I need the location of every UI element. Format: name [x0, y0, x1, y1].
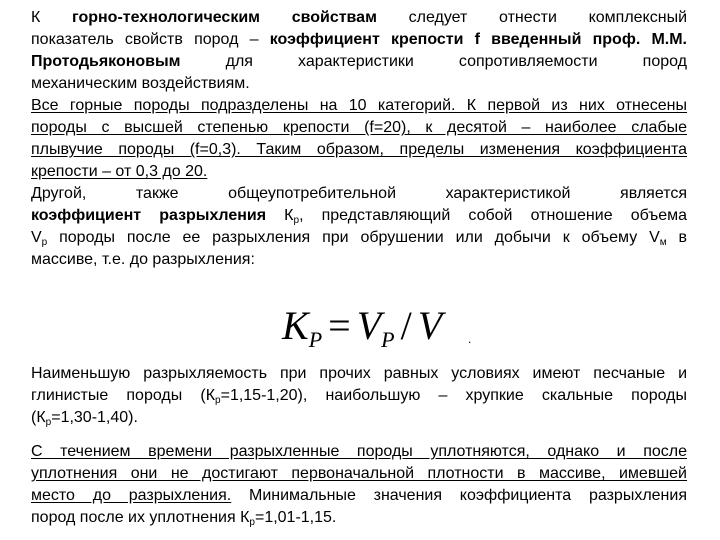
paragraph-2-line-4: крепости – от 0,3 до 20.: [31, 163, 208, 180]
paragraph-4-line-3: $(К_р=1,30-1,40)$.: [31, 409, 138, 428]
emphasis-term: Протодьяконовым: [31, 53, 181, 70]
text-block-main: [31, 7, 687, 271]
emphasis-term: коэффициент разрыхления: [31, 207, 267, 224]
paragraph-3-line-2: коэффициент разрыхления $К_р$, представляющий собой отношение объема: [31, 207, 688, 226]
paragraph-1-line-2: показатель свойств пород – коэффициент крепости f введенный проф. М.М.: [31, 31, 688, 48]
paragraph-5-line-3: место до разрыхления. Минимальные значения коэффициента разрыхления: [31, 487, 687, 504]
paragraph-3-line-3: $V_р$ породы после ее разрыхления при обрушении или добычи к объему $V_м$ в: [31, 229, 688, 248]
paragraph-3-line-1: Другой, также общеупотребительной характеристикой является: [31, 185, 687, 202]
paragraph-5-line-1: С течением времени разрыхленные породы уплотняются, однако и после: [31, 443, 687, 460]
paragraph-1-line-1: К горно-технологическим свойствам следует отнести комплексный: [31, 9, 687, 26]
paragraph-5: [31, 441, 687, 529]
paragraph-1-line-3: Протодьяконовым для характеристики сопротивляемости пород: [31, 53, 687, 70]
subscript: м: [659, 237, 667, 248]
emphasis-term: горно-технологическим свойствам: [72, 9, 377, 26]
emphasis-term: коэффициент крепости f введенный проф. М.М.: [269, 31, 688, 48]
formula-loosening-coefficient: $K_P = V_P / V$: [282, 303, 443, 352]
paragraph-5-line-4: пород после их уплотнения $К_р=1,01-1,15$.: [31, 509, 337, 528]
paragraph-2-line-1: Все горные породы подразделены на 10 категорий. К первой из них отнесены: [31, 97, 687, 114]
stray-dot: .: [468, 332, 472, 346]
paragraph-4-line-1: Наименьшую разрыхляемость при прочих равных условиях имеют песчаные и: [31, 365, 687, 382]
subscript: р: [41, 237, 48, 248]
paragraph-2-line-2: породы с высшей степенью крепости (f=20), к десятой – наиболее слабые: [31, 119, 687, 136]
paragraph-4-line-2: глинистые породы $(К_р=1,15-1,20)$, наибольшую – хрупкие скальные породы: [31, 387, 688, 406]
subscript: р: [293, 215, 300, 226]
paragraph-1-line-4: механическим воздействиям.: [31, 75, 250, 92]
subscript: р: [249, 517, 255, 528]
paragraph-4: [31, 363, 687, 429]
paragraph-2-line-3: плывучие породы (f=0,3). Таким образом, пределы изменения коэффициента: [31, 141, 687, 158]
subscript: р: [45, 417, 52, 428]
paragraph-3-line-4: массиве, т.е. до разрыхления:: [31, 251, 255, 268]
subscript: р: [215, 395, 221, 406]
paragraph-5-line-2: уплотнения они не достигают первоначальной плотности в массиве, имевшей: [31, 465, 687, 482]
